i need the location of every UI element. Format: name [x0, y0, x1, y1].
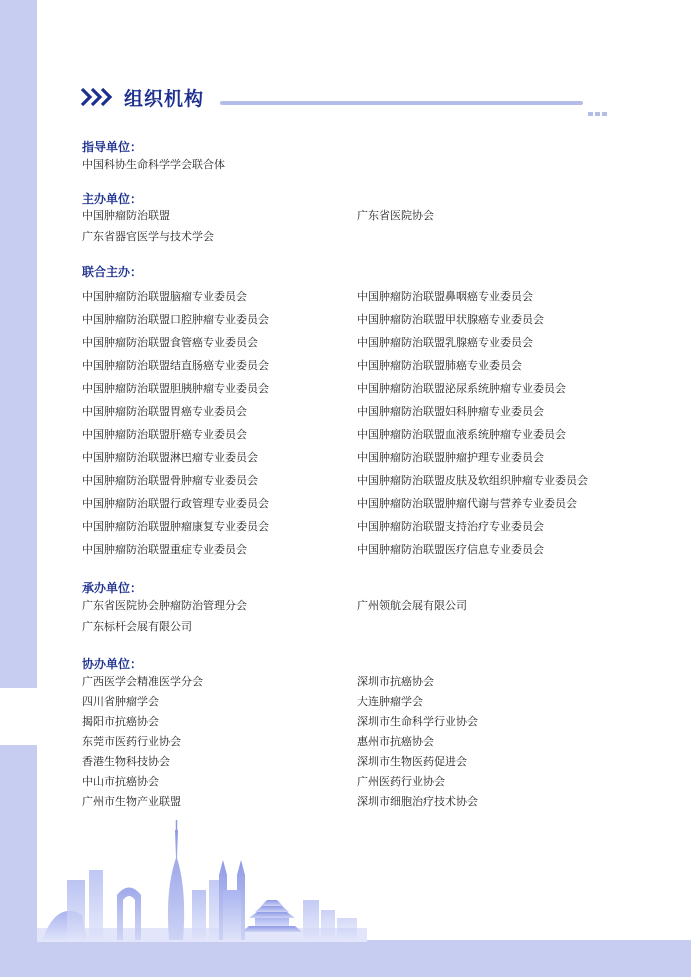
co-host-units-heading: 联合主办：: [82, 265, 143, 279]
co-host-unit: 中国肿瘤防治联盟乳腺癌专业委员会: [357, 336, 533, 349]
assisting-unit: 深圳市抗癌协会: [357, 675, 434, 688]
co-host-unit: 中国肿瘤防治联盟肿瘤代谢与营养专业委员会: [357, 497, 577, 510]
left-decorative-band-top: [0, 0, 37, 688]
co-host-unit: 中国肿瘤防治联盟皮肤及软组织肿瘤专业委员会: [357, 474, 588, 487]
assisting-unit: 深圳市生命科学行业协会: [357, 715, 478, 728]
co-host-unit: 中国肿瘤防治联盟脑瘤专业委员会: [82, 290, 247, 303]
organizer-unit: 广东省医院协会肿瘤防治管理分会: [82, 599, 247, 612]
header-rule-dots: [588, 101, 612, 105]
page-title: 组织机构: [124, 88, 205, 110]
co-host-unit: 中国肿瘤防治联盟鼻咽癌专业委员会: [357, 290, 533, 303]
assisting-unit: 香港生物科技协会: [82, 755, 170, 768]
city-skyline-illustration: [37, 820, 367, 942]
assisting-unit: 惠州市抗癌协会: [357, 735, 434, 748]
bottom-decorative-band: [37, 940, 691, 977]
co-host-unit: 中国肿瘤防治联盟血液系统肿瘤专业委员会: [357, 428, 566, 441]
assisting-unit: 深圳市细胞治疗技术协会: [357, 795, 478, 808]
assisting-unit: 深圳市生物医药促进会: [357, 755, 467, 768]
co-host-unit: 中国肿瘤防治联盟医疗信息专业委员会: [357, 543, 544, 556]
host-unit: 广东省器官医学与技术学会: [82, 230, 214, 243]
co-host-unit: 中国肿瘤防治联盟口腔肿瘤专业委员会: [82, 313, 269, 326]
left-decorative-band-bottom: [0, 745, 37, 977]
co-host-unit: 中国肿瘤防治联盟妇科肿瘤专业委员会: [357, 405, 544, 418]
co-host-unit: 中国肿瘤防治联盟肺癌专业委员会: [357, 359, 522, 372]
co-host-unit: 中国肿瘤防治联盟甲状腺癌专业委员会: [357, 313, 544, 326]
guiding-units-heading: 指导单位：: [82, 140, 143, 154]
co-host-unit: 中国肿瘤防治联盟重症专业委员会: [82, 543, 247, 556]
co-host-unit: 中国肿瘤防治联盟肝癌专业委员会: [82, 428, 247, 441]
assisting-unit: 四川省肿瘤学会: [82, 695, 159, 708]
co-host-unit: 中国肿瘤防治联盟肿瘤康复专业委员会: [82, 520, 269, 533]
co-host-unit: 中国肿瘤防治联盟骨肿瘤专业委员会: [82, 474, 258, 487]
assisting-unit: 揭阳市抗癌协会: [82, 715, 159, 728]
co-host-unit: 中国肿瘤防治联盟淋巴瘤专业委员会: [82, 451, 258, 464]
assisting-unit: 广西医学会精准医学分会: [82, 675, 203, 688]
co-host-unit: 中国肿瘤防治联盟行政管理专业委员会: [82, 497, 269, 510]
host-unit: 广东省医院协会: [357, 209, 434, 222]
assisting-units-heading: 协办单位：: [82, 657, 143, 671]
header-rule: [220, 101, 583, 105]
guiding-unit: 中国科协生命科学学会联合体: [82, 158, 225, 171]
host-units-heading: 主办单位：: [82, 192, 143, 206]
co-host-unit: 中国肿瘤防治联盟食管癌专业委员会: [82, 336, 258, 349]
organizer-unit: 广东标杆会展有限公司: [82, 620, 192, 633]
co-host-unit: 中国肿瘤防治联盟胃癌专业委员会: [82, 405, 247, 418]
assisting-unit: 中山市抗癌协会: [82, 775, 159, 788]
organizer-unit: 广州领航会展有限公司: [357, 599, 467, 612]
triple-chevron-icon: [80, 86, 114, 108]
co-host-unit: 中国肿瘤防治联盟肿瘤护理专业委员会: [357, 451, 544, 464]
host-unit: 中国肿瘤防治联盟: [82, 209, 170, 222]
assisting-unit: 大连肿瘤学会: [357, 695, 423, 708]
co-host-unit: 中国肿瘤防治联盟支持治疗专业委员会: [357, 520, 544, 533]
co-host-unit: 中国肿瘤防治联盟结直肠癌专业委员会: [82, 359, 269, 372]
organizer-units-heading: 承办单位：: [82, 581, 143, 595]
assisting-unit: 东莞市医药行业协会: [82, 735, 181, 748]
co-host-unit: 中国肿瘤防治联盟泌尿系统肿瘤专业委员会: [357, 382, 566, 395]
co-host-unit: 中国肿瘤防治联盟胆胰肿瘤专业委员会: [82, 382, 269, 395]
assisting-unit: 广州医药行业协会: [357, 775, 445, 788]
assisting-unit: 广州市生物产业联盟: [82, 795, 181, 808]
